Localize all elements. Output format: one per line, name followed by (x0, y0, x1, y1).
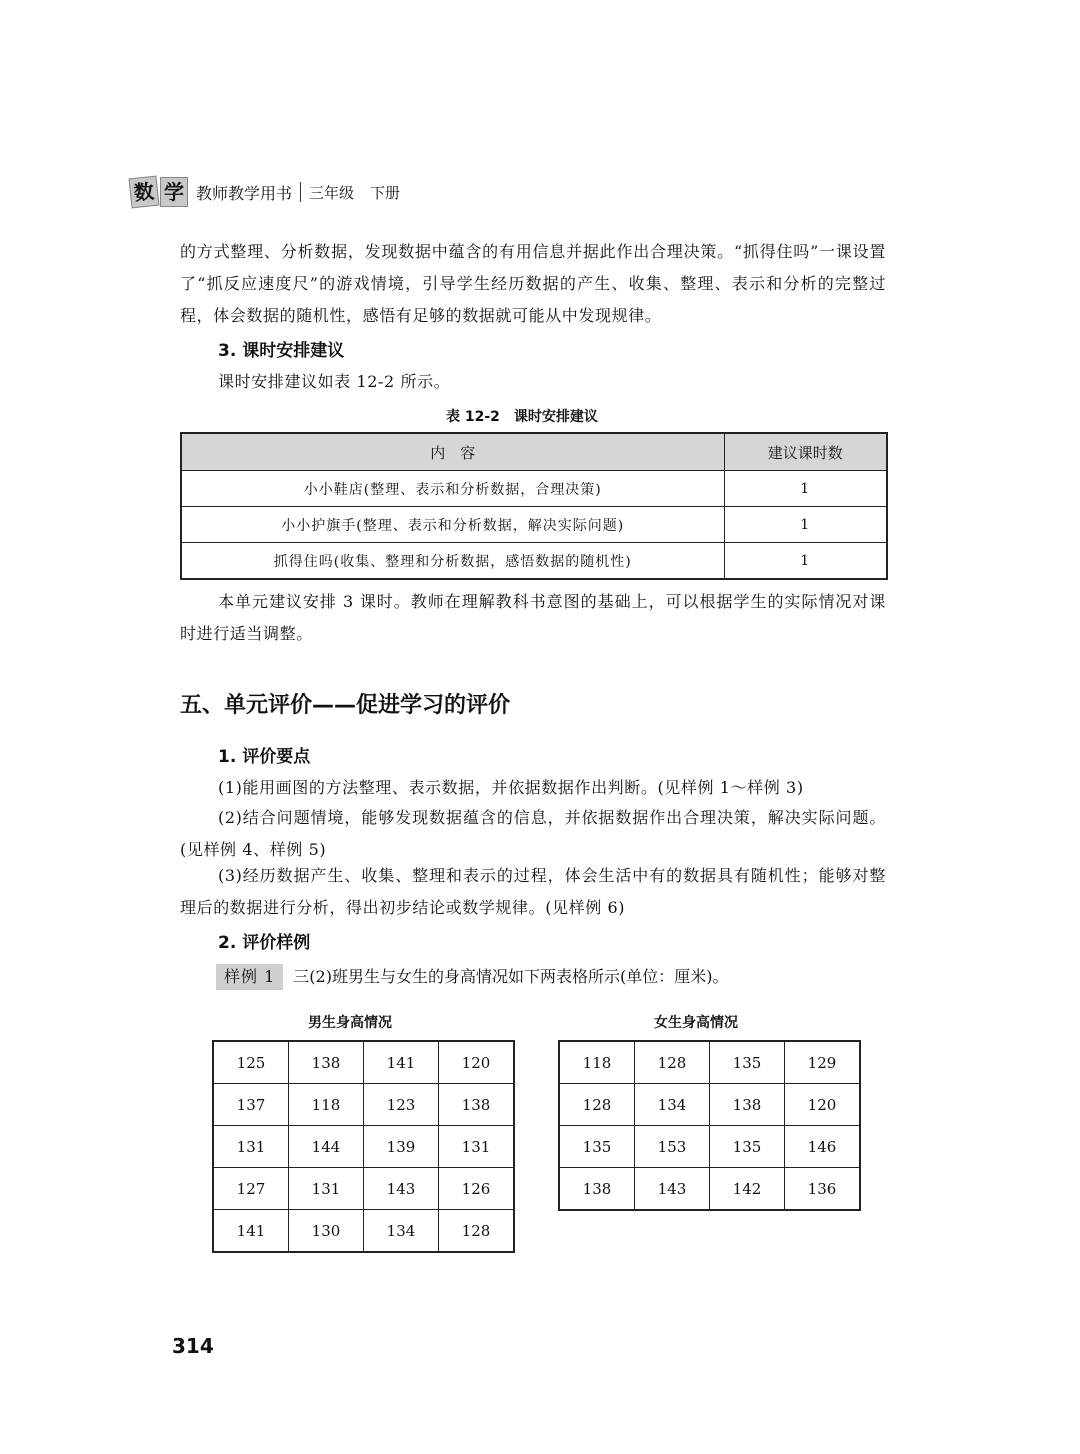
height-cell: 128 (559, 1084, 635, 1126)
section-heading-lesson-plan: 3. 课时安排建议 (218, 341, 345, 361)
lesson-plan-lead: 课时安排建议如表 12-2 所示。 (218, 372, 451, 391)
height-cell: 129 (785, 1041, 861, 1084)
height-cell: 125 (213, 1041, 289, 1084)
table-header-row (181, 433, 887, 471)
sample-1-line (216, 964, 728, 990)
evaluation-point-3: (3)经历数据产生、收集、整理和表示的过程，体会生活中有的数据具有随机性；能够对整理后的数据进行分析，得出初步结论或数学规律。(见样例 6) (180, 866, 886, 917)
boys-height-table (212, 1040, 515, 1253)
table-row (181, 507, 887, 543)
height-cell: 127 (213, 1168, 289, 1210)
height-cell: 141 (364, 1041, 439, 1084)
lesson-hours: 1 (724, 471, 887, 507)
height-cell: 134 (364, 1210, 439, 1253)
lesson-plan-note: 本单元建议安排 3 课时。教师在理解教科书意图的基础上，可以根据学生的实际情况对课时进行适当调整。 (180, 592, 886, 643)
evaluation-point-1: (1)能用画图的方法整理、表示数据，并依据数据作出判断。(见样例 1～样例 3) (218, 778, 804, 797)
height-cell: 118 (289, 1084, 364, 1126)
girls-height-table (558, 1040, 861, 1211)
height-cell: 153 (635, 1126, 710, 1168)
height-cell: 138 (289, 1041, 364, 1084)
height-cell: 144 (289, 1126, 364, 1168)
height-cell: 138 (559, 1168, 635, 1211)
height-cell: 128 (635, 1041, 710, 1084)
height-cell: 131 (213, 1126, 289, 1168)
height-cell: 120 (439, 1041, 515, 1084)
evaluation-point-2: (2)结合问题情境，能够发现数据蕴含的信息，并依据数据作出合理决策，解决实际问题。(见样例 4、样例 5) (180, 808, 886, 859)
subheading-samples: 2. 评价样例 (218, 933, 311, 953)
table-row (559, 1041, 860, 1084)
table-row (181, 543, 887, 580)
height-cell: 135 (710, 1126, 785, 1168)
girls-table-caption: 女生身高情况 (654, 1015, 738, 1031)
sample-tag: 样例 1 (216, 964, 283, 990)
volume-label: 下册 (370, 183, 401, 202)
grade-label: 三年级 (309, 183, 355, 202)
math-logo (130, 177, 190, 207)
height-cell: 137 (213, 1084, 289, 1126)
height-cell: 128 (439, 1210, 515, 1253)
table-row (559, 1084, 860, 1126)
table-row (213, 1210, 514, 1253)
height-cell: 143 (635, 1168, 710, 1211)
height-cell: 126 (439, 1168, 515, 1210)
height-cell: 141 (213, 1210, 289, 1253)
logo-char: 学 (160, 177, 188, 207)
lesson-hours: 1 (724, 543, 887, 580)
height-cell: 131 (439, 1126, 515, 1168)
height-cell: 120 (785, 1084, 861, 1126)
boys-table-caption: 男生身高情况 (308, 1015, 392, 1031)
table-row (213, 1168, 514, 1210)
height-cell: 130 (289, 1210, 364, 1253)
height-cell: 135 (710, 1041, 785, 1084)
height-cell: 138 (710, 1084, 785, 1126)
table-row (181, 471, 887, 507)
lesson-name: 抓得住吗(收集、整理和分析数据，感悟数据的随机性) (181, 543, 724, 580)
sample-text: 三(2)班男生与女生的身高情况如下两表格所示(单位：厘米)。 (293, 967, 729, 986)
lesson-name: 小小鞋店(整理、表示和分析数据，合理决策) (181, 471, 724, 507)
height-cell: 135 (559, 1126, 635, 1168)
lesson-hours: 1 (724, 507, 887, 543)
lesson-name: 小小护旗手(整理、表示和分析数据，解决实际问题) (181, 507, 724, 543)
header-divider (300, 182, 301, 202)
height-cell: 139 (364, 1126, 439, 1168)
table-row (559, 1168, 860, 1211)
header-content: 内 容 (181, 433, 724, 471)
page-number: 314 (172, 1334, 214, 1358)
subheading-key-points: 1. 评价要点 (218, 747, 311, 767)
height-cell: 131 (289, 1168, 364, 1210)
height-cell: 138 (439, 1084, 515, 1126)
table-caption: 表 12-2 课时安排建议 (446, 409, 598, 425)
book-title: 教师教学用书 (196, 183, 293, 203)
logo-char: 数 (129, 176, 160, 209)
intro-paragraph: 的方式整理、分析数据，发现数据中蕴含的有用信息并据此作出合理决策。“抓得住吗”一课设置了“抓反应速度尺”的游戏情境，引导学生经历数据的产生、收集、整理、表示和分析的完整过程，体会数据的随机性，感悟有足够的数据就可能从中发现规律。 (180, 242, 886, 325)
height-cell: 134 (635, 1084, 710, 1126)
table-row (213, 1041, 514, 1084)
lesson-plan-table (180, 432, 888, 580)
height-cell: 143 (364, 1168, 439, 1210)
height-cell: 146 (785, 1126, 861, 1168)
running-header (130, 176, 400, 208)
height-cell: 118 (559, 1041, 635, 1084)
height-cell: 123 (364, 1084, 439, 1126)
height-cell: 136 (785, 1168, 861, 1211)
height-cell: 142 (710, 1168, 785, 1211)
table-row (213, 1126, 514, 1168)
section-heading-evaluation: 五、单元评价——促进学习的评价 (180, 693, 511, 718)
header-hours: 建议课时数 (724, 433, 887, 471)
table-row (213, 1084, 514, 1126)
table-row (559, 1126, 860, 1168)
